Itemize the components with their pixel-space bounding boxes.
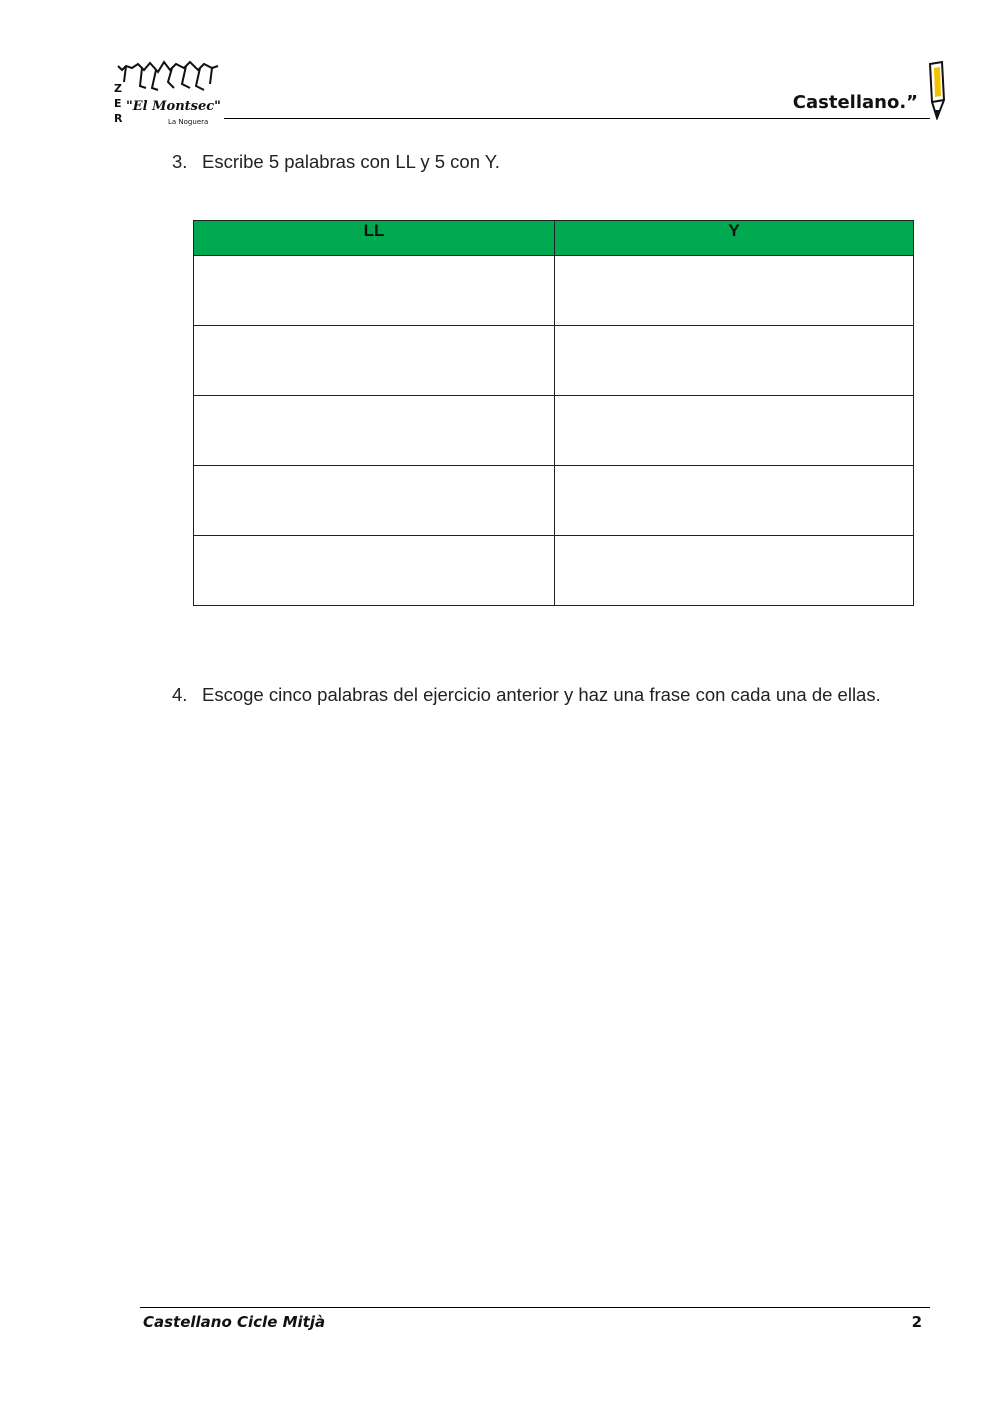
svg-text:"El Montsec": "El Montsec" [126, 99, 221, 114]
subject-title: Castellano.” [792, 92, 918, 113]
mountain-logo-icon [112, 58, 224, 128]
svg-text:E: E [114, 97, 122, 110]
column-header-ll: LL [194, 221, 555, 256]
svg-text:La Noguera: La Noguera [168, 118, 209, 126]
answer-cell-ll[interactable] [194, 396, 555, 466]
exercise-3-prompt [172, 151, 500, 173]
answer-cell-y[interactable] [555, 466, 914, 536]
answer-cell-y[interactable] [555, 326, 914, 396]
exercise-4-prompt [172, 677, 904, 712]
svg-text:Z: Z [114, 82, 122, 95]
table-row [194, 466, 914, 536]
answer-cell-ll[interactable] [194, 326, 555, 396]
footer-course-label: Castellano Cicle Mitjà [143, 1313, 326, 1331]
answer-cell-ll[interactable] [194, 256, 555, 326]
table-header-row [194, 221, 914, 256]
exercise-3-number: 3. [172, 151, 188, 172]
header-divider [224, 118, 930, 119]
page-number: 2 [911, 1313, 922, 1331]
table-row [194, 326, 914, 396]
exercise-4-number: 4. [172, 684, 188, 705]
answer-cell-ll[interactable] [194, 466, 555, 536]
school-logo [112, 58, 224, 128]
answer-cell-y[interactable] [555, 396, 914, 466]
exercise-3-text: Escribe 5 palabras con LL y 5 con Y. [202, 151, 500, 172]
answer-cell-y[interactable] [555, 256, 914, 326]
pencil-icon [926, 60, 948, 120]
answer-cell-y[interactable] [555, 536, 914, 606]
footer-divider [140, 1307, 930, 1308]
exercise-4-text: Escoge cinco palabras del ejercicio anterior y haz una frase con cada una de ellas. [202, 684, 881, 705]
answer-cell-ll[interactable] [194, 536, 555, 606]
table-row [194, 396, 914, 466]
svg-text:R: R [114, 112, 123, 125]
words-table [193, 220, 914, 606]
table-row [194, 536, 914, 606]
table-row [194, 256, 914, 326]
column-header-y: Y [555, 221, 914, 256]
